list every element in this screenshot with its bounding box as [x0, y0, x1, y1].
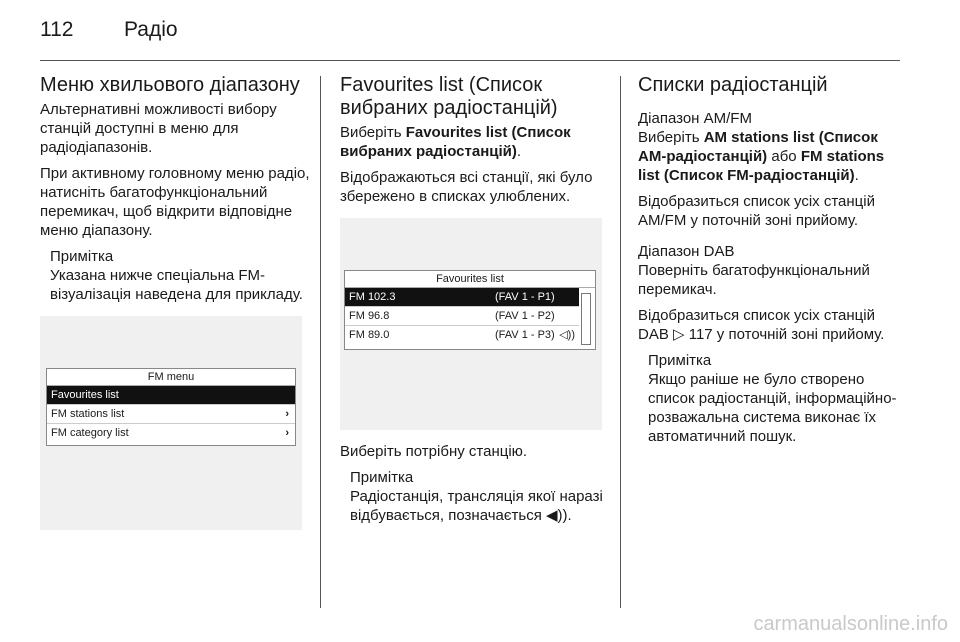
- paragraph: [340, 123, 608, 161]
- section-heading: Списки радіостанцій: [638, 74, 828, 96]
- menu-item-label: FM stations list: [51, 408, 125, 420]
- speaker-icon: ◀)).: [546, 507, 572, 524]
- station-row[interactable]: [345, 326, 579, 344]
- speaker-icon: ◁)): [559, 329, 575, 341]
- paragraph: Поверніть багатофункціональний перемикач.: [638, 262, 870, 298]
- paragraph: При активному головному меню радіо, натисніть багатофункціональний перемикач, щоб відкрити відповідне меню діапазону.: [40, 165, 310, 239]
- screen-title: Favourites list: [345, 271, 595, 288]
- text: або: [767, 148, 801, 165]
- note: [50, 247, 310, 304]
- favourites-illustration: [340, 218, 602, 430]
- menu-reference: FM stations list (Список FM-радіостанцій): [638, 148, 885, 184]
- menu-reference: AM stations list (Список AM-радіостанцій): [638, 129, 878, 165]
- page-reference[interactable]: 117: [688, 326, 713, 343]
- paragraph: Виберіть потрібну станцію.: [340, 443, 528, 460]
- menu-item-label: FM category list: [51, 427, 129, 439]
- paragraph: Альтернативні можливості вибору станцій доступні в меню для радіодіапазонів.: [40, 101, 277, 156]
- paragraph: [638, 306, 903, 344]
- page-header: [40, 18, 900, 48]
- column-station-lists: [638, 74, 903, 446]
- text: Виберіть: [340, 124, 406, 141]
- subheading: Діапазон AM/FM: [638, 110, 752, 127]
- station-name: FM 96.8: [349, 310, 390, 322]
- text: .: [516, 143, 522, 160]
- menu-item-fm-category[interactable]: [47, 424, 295, 442]
- menu-item-fm-stations[interactable]: [47, 405, 295, 424]
- station-name: FM 89.0: [349, 329, 390, 341]
- station-row[interactable]: [345, 307, 579, 326]
- text: у поточній зоні прийому.: [712, 326, 885, 343]
- note-title: Примітка: [50, 248, 114, 265]
- chevron-right-icon: ›: [285, 408, 289, 420]
- subheading: Діапазон DAB: [638, 243, 735, 260]
- scrollbar[interactable]: [581, 293, 591, 345]
- favourite-slot: (FAV 1 - P2): [495, 310, 555, 322]
- favourite-slot: (FAV 1 - P3): [495, 329, 555, 341]
- note-title: Примітка: [648, 352, 712, 369]
- note-title: Примітка: [350, 469, 414, 486]
- menu-item-label: Favourites list: [51, 389, 119, 401]
- text: Відобразиться список усіх станцій DAB: [638, 307, 875, 343]
- paragraph: Відобразиться список усіх станцій AM/FM у поточній зоні прийому.: [638, 193, 875, 229]
- page-title: Радіо: [124, 18, 178, 41]
- section-heading: Favourites list (Список вибраних радіостанцій): [340, 74, 558, 119]
- column-divider-1: [320, 76, 321, 608]
- column-divider-2: [620, 76, 621, 608]
- section-heading: Меню хвильового діапазону: [40, 74, 300, 96]
- favourites-screen: [344, 270, 596, 350]
- header-rule: [40, 60, 900, 61]
- note-text: Якщо раніше не було створено список радіостанцій, інформаційно-розважальна система виконає їх автоматичний пошук.: [648, 371, 897, 445]
- note: [648, 351, 903, 446]
- screen-title: FM menu: [47, 369, 295, 386]
- chevron-right-icon: ›: [285, 427, 289, 439]
- paragraph: Відображаються всі станції, які було збережено в списках улюблених.: [340, 169, 593, 205]
- paragraph: [638, 128, 903, 185]
- menu-reference: Favourites list (Список вибраних радіостанцій): [340, 124, 571, 160]
- note-text: Указана нижче спеціальна FM-візуалізація наведена для прикладу.: [50, 267, 303, 303]
- page-number: 112: [40, 18, 74, 41]
- station-name: FM 102.3: [349, 291, 396, 303]
- menu-item-favourites[interactable]: [47, 386, 295, 405]
- station-row[interactable]: [345, 288, 579, 307]
- note-text: Радіостанція, трансляція якої наразі відбувається, позначається: [350, 488, 603, 524]
- page-reference-icon: ▷: [673, 326, 689, 343]
- column-favourites: [340, 74, 608, 525]
- column-band-menu: [40, 74, 310, 530]
- fm-menu-screen: [46, 368, 296, 446]
- favourite-slot: (FAV 1 - P1): [495, 291, 555, 303]
- fm-menu-illustration: [40, 316, 302, 530]
- watermark: carmanualsonline.info: [753, 613, 948, 635]
- text: .: [854, 167, 859, 184]
- note: [350, 468, 608, 525]
- text: Виберіть: [638, 129, 704, 146]
